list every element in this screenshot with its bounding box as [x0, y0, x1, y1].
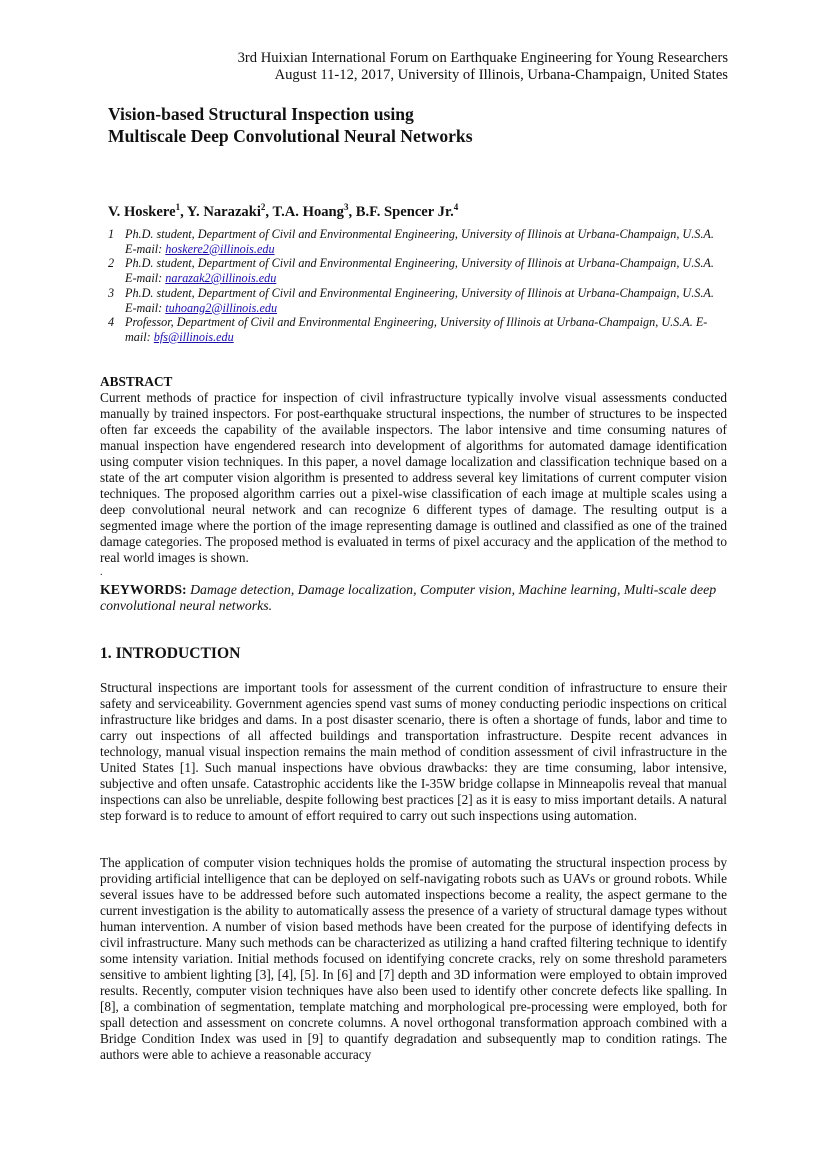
- affiliation-text: Ph.D. student, Department of Civil and Environmental Engineering, University of Illinois at Urbana-Champaign, U.S.A. E-mail:: [125, 256, 714, 286]
- author-affil-mark: 2: [260, 202, 266, 212]
- running-header: [238, 50, 728, 84]
- affiliation-number: 2: [108, 256, 115, 271]
- author-separator: ,: [180, 203, 187, 220]
- author-affil-mark: 4: [453, 202, 459, 212]
- paper-title-line-1: Vision-based Structural Inspection using: [108, 104, 414, 124]
- author-affil-mark: 1: [175, 202, 181, 212]
- affiliation-text: Ph.D. student, Department of Civil and Environmental Engineering, University of Illinois at Urbana-Champaign, U.S.A. E-mail:: [125, 285, 714, 315]
- author-name: T.A. Hoang: [272, 203, 344, 220]
- affiliation-number: 3: [108, 285, 115, 300]
- email-link[interactable]: bfs@illinois.edu: [153, 329, 234, 344]
- keywords-label: KEYWORDS:: [100, 582, 187, 597]
- abstract-heading: ABSTRACT: [100, 374, 173, 389]
- conference-date-location: August 11-12, 2017, University of Illinois, Urbana-Champaign, United States: [274, 67, 728, 83]
- conference-name: 3rd Huixian International Forum on Earthquake Engineering for Young Researchers: [237, 50, 728, 66]
- author-affil-mark: 3: [343, 202, 349, 212]
- affiliation-number: 4: [108, 315, 115, 330]
- paper-title-line-2: Multiscale Deep Convolutional Neural Networks: [108, 126, 473, 146]
- author-separator: ,: [265, 203, 273, 220]
- body-paragraph: The application of computer vision techniques holds the promise of automating the structural inspection process by providing artificial intelligence that can be deployed on self-navigating robots such as UAVs or ground robots. While several issues have to be addressed before such automated inspections become a reality, the aspect germane to the current investigation is the ability to automatically assess the presence of a variety of structural damage types without human intervention. A number of vision based methods have been created for the purpose of identifying defects in civil infrastructure. Many such methods can be characterized as utilizing a hand crafted filtering technique to identify some intensity variation. Initial methods focused on identifying concrete cracks, rely on some threshold parameters sensitive to ambient lighting [3], [4], [5]. In [6] and [7] depth and 3D information were employed to obtain improved results. Recently, computer vision techniques have also been used to identify other concrete defects like spalling. In [8], a combination of segmentation, template matching and morphological pre-processing were employed, both for spall detection and assessment on concrete columns. A novel orthogonal transformation approach combined with a Bridge Condition Index was used in [9] to quantify degradation and subsequently map to condition ratings. The authors were able to achieve a reasonable accuracy: [100, 855, 727, 1062]
- affiliation-list: [108, 227, 720, 345]
- author-name: Y. Narazaki: [186, 203, 261, 220]
- email-link[interactable]: tuhoang2@illinois.edu: [165, 300, 278, 315]
- author-name: V. Hoskere: [108, 203, 176, 220]
- body-paragraph: Structural inspections are important tools for assessment of the current condition of infrastructure to ensure their safety and serviceability. Government agencies spend vast sums of money conducting periodic inspections on critical infrastructure like bridges and dams. In a post disaster scenario, there is often a shortage of funds, labor and time to carry out inspections of all affected buildings and transportation infrastructure. Despite recent advances in technology, manual visual inspection remains the main method of condition assessment of civil infrastructure in the United States [1]. Such manual inspections have obvious drawbacks: they are time consuming, labor intensive, subjective and often unsafe. Catastrophic accidents like the I-35W bridge collapse in Minneapolis reveal that manual inspections can also be unreliable, despite following best practices [2] as it is easy to miss important details. A natural step forward is to reduce to amount of effort required to carry out such inspections using automation.: [100, 680, 727, 823]
- stray-mark: .: [100, 567, 103, 578]
- abstract-text: Current methods of practice for inspection of civil infrastructure typically involve visual assessments conducted manually by trained inspectors. For post-earthquake structural inspections, the number of structures to be inspected often far exceeds the capability of the available inspectors. The labor intensive and time consuming natures of manual inspection have engendered research into development of algorithms for automated damage identification using computer vision techniques. In this paper, a novel damage localization and classification technique based on a state of the art computer vision algorithm is presented to address several key limitations of current computer vision techniques. The proposed algorithm carries out a pixel-wise classification of each image at multiple scales using a deep convolutional neural network and can recognize 6 different types of damage. The resulting output is a segmented image where the portion of the image representing damage is outlined and classified as one of the trained damage categories. The proposed method is evaluated in terms of pixel accuracy and the application of the method to real world images is shown.: [100, 390, 727, 565]
- email-link[interactable]: hoskere2@illinois.edu: [165, 241, 275, 256]
- affiliation-text: Professor, Department of Civil and Environmental Engineering, University of Illinois at Urbana-Champaign, U.S.A. E-mail:: [125, 315, 708, 344]
- affiliation-item: [108, 286, 720, 315]
- affiliation-item: [108, 227, 720, 256]
- author-separator: ,: [348, 203, 356, 220]
- affiliation-item: [108, 315, 720, 344]
- affiliation-text: Ph.D. student, Department of Civil and Environmental Engineering, University of Illinois at Urbana-Champaign, U.S.A. E-mail:: [125, 227, 714, 256]
- author-list: [108, 202, 458, 221]
- keywords-text: Damage detection, Damage localization, Computer vision, Machine learning, Multi-scale deep convolutional neural networks.: [100, 582, 717, 613]
- paper-title: [108, 103, 473, 147]
- email-link[interactable]: narazak2@illinois.edu: [165, 271, 277, 286]
- affiliation-number: 1: [108, 227, 115, 241]
- section-heading: 1. INTRODUCTION: [100, 645, 241, 662]
- keywords: [100, 582, 727, 614]
- author-name: B.F. Spencer Jr.: [355, 203, 454, 220]
- affiliation-item: [108, 256, 720, 285]
